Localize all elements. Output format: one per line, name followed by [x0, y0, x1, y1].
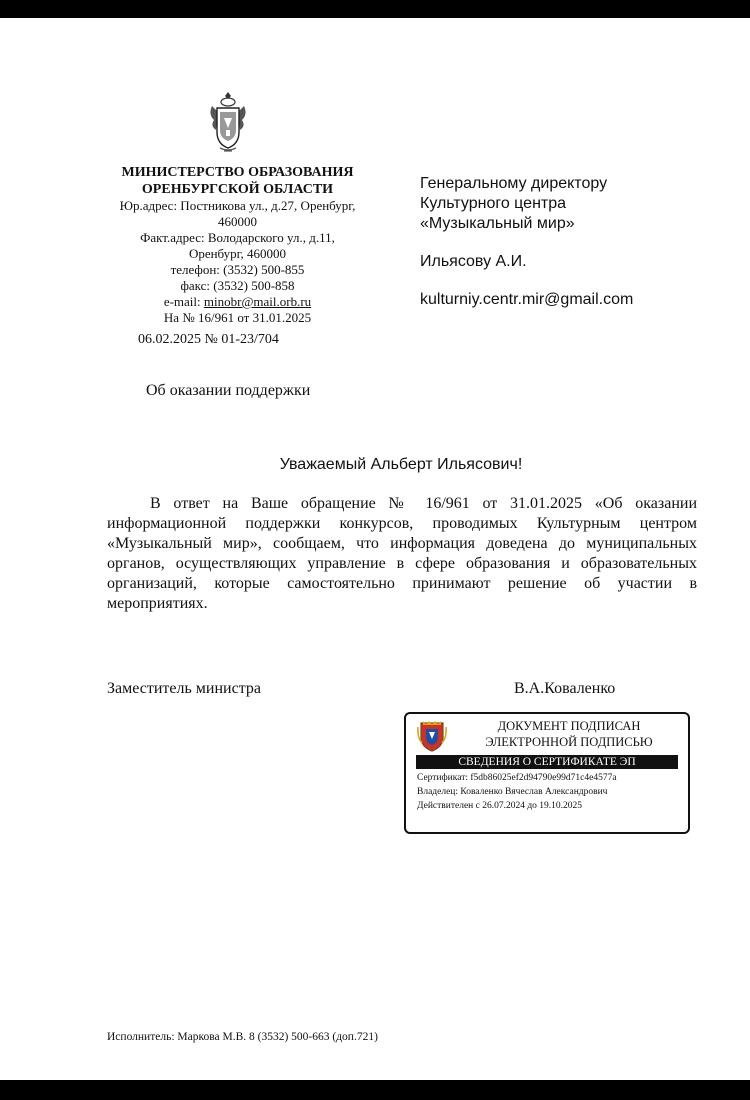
- certificate-serial: Сертификат: f5db86025ef2d94790e99d71c4e4577a: [417, 773, 617, 783]
- addressee-name: Ильясову А.И.: [420, 253, 527, 270]
- email-link[interactable]: minobr@mail.orb.ru: [203, 294, 312, 309]
- certificate-owner: Владелец: Коваленко Вячеслав Александрович: [417, 787, 608, 797]
- addressee-block: [420, 174, 720, 310]
- legal-address-line1: Юр.адрес: Постникова ул., д.27, Оренбург,: [119, 198, 356, 213]
- certificate-validity: Действителен с 26.07.2024 до 19.10.2025: [417, 801, 583, 811]
- letter-body: В ответ на Ваше обращение № 16/961 от 31.01.2025 «Об оказании информационной поддержки конкурсов, проводимых Культурным центром «Музыкальный мир», сообщаем, что информация доведена до муниципальных органов, осуществляющих управление в сфере образования и образовательных организаций, которые самостоятельно принимают решение об участии в мероприятиях.: [107, 495, 697, 612]
- sender-letterhead: [100, 164, 375, 326]
- certificate-bar: СВЕДЕНИЯ О СЕРТИФИКАТЕ ЭП: [416, 755, 678, 769]
- certificate-details: [417, 771, 617, 813]
- e-signature-stamp: [404, 712, 690, 834]
- addressee-line3: «Музыкальный мир»: [420, 215, 575, 232]
- subject-line: Об оказании поддержки: [146, 382, 311, 399]
- executor-line: Исполнитель: Маркова М.В. 8 (3532) 500-663 (доп.721): [107, 1031, 378, 1043]
- addressee-line2: Культурного центра: [420, 195, 567, 212]
- actual-address-line2: Оренбург, 460000: [188, 246, 287, 261]
- phone: телефон: (3532) 500-855: [170, 262, 305, 277]
- regional-emblem-icon: [417, 719, 447, 753]
- stamp-title-line2: ЭЛЕКТРОННОЙ ПОДПИСЬЮ: [485, 735, 653, 749]
- addressee-email: kulturniy.centr.mir@gmail.com: [420, 291, 634, 308]
- outgoing-number: 06.02.2025 № 01-23/704: [138, 332, 279, 347]
- greeting: Уважаемый Альберт Ильясович!: [279, 456, 523, 473]
- signatory-position: Заместитель министра: [107, 680, 261, 697]
- reply-reference: На № 16/961 от 31.01.2025: [163, 310, 312, 325]
- org-name-line1: МИНИСТЕРСТВО ОБРАЗОВАНИЯ: [121, 165, 354, 180]
- coat-of-arms-icon: [206, 90, 250, 154]
- email-line: [100, 294, 375, 310]
- fax: факс: (3532) 500-858: [180, 278, 295, 293]
- email-label: e-mail:: [163, 294, 204, 309]
- actual-address-line1: Факт.адрес: Володарского ул., д.11,: [140, 230, 335, 245]
- stamp-title-line1: ДОКУМЕНТ ПОДПИСАН: [497, 719, 641, 733]
- org-name-line2: ОРЕНБУРГСКОЙ ОБЛАСТИ: [141, 182, 334, 197]
- addressee-line1: Генеральному директору: [420, 175, 608, 192]
- signatory-name: В.А.Коваленко: [514, 680, 616, 697]
- stamp-title: [454, 718, 684, 750]
- letter-page: [0, 18, 750, 1080]
- legal-address-line2: 460000: [218, 214, 257, 229]
